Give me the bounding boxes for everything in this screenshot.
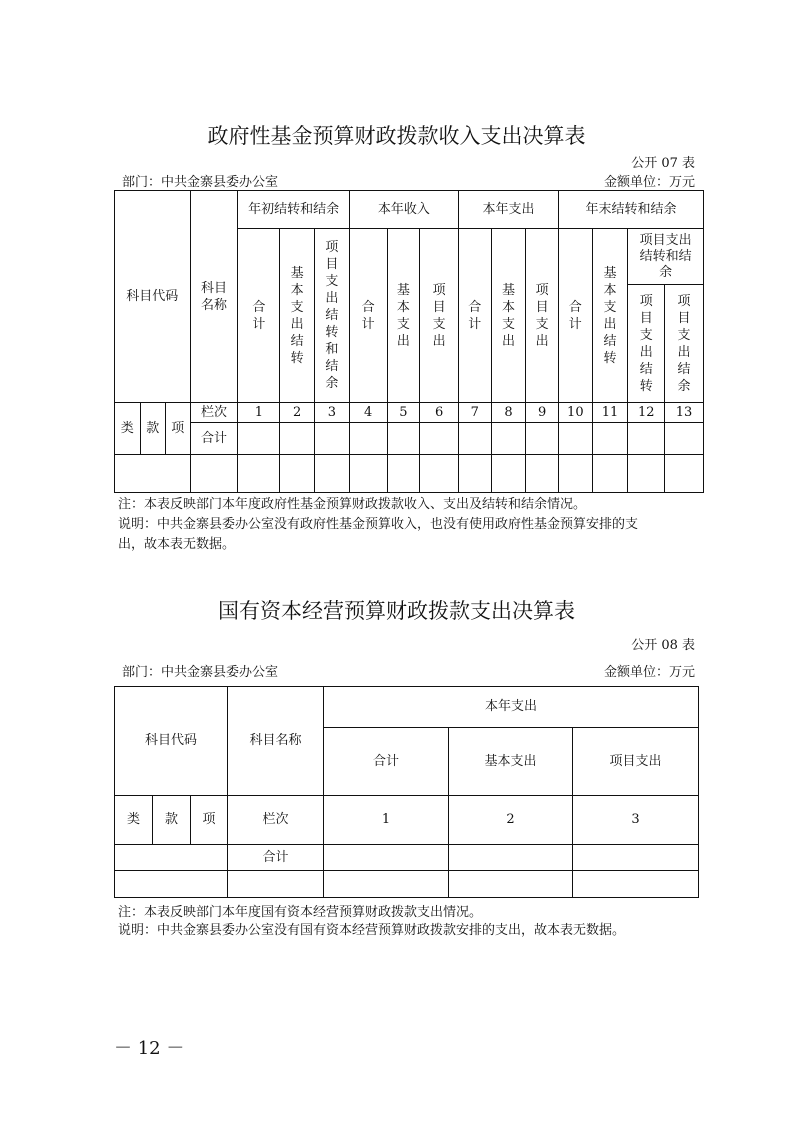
table-cell bbox=[115, 871, 228, 898]
t1-col-no: 10 bbox=[558, 403, 592, 423]
table-cell bbox=[592, 423, 628, 455]
table-cell bbox=[228, 871, 324, 898]
table-cell bbox=[665, 423, 704, 455]
t1-xiang: 项 bbox=[166, 403, 190, 455]
t1-end-basic: 基本支出结转 bbox=[592, 229, 628, 403]
table-cell bbox=[280, 455, 315, 493]
t2-col-no: 2 bbox=[449, 796, 573, 845]
t2-kuan: 款 bbox=[153, 796, 191, 845]
table-cell bbox=[349, 455, 387, 493]
t2-col-no: 1 bbox=[324, 796, 449, 845]
t1-col-no: 3 bbox=[315, 403, 350, 423]
table-cell bbox=[665, 455, 704, 493]
table-cell bbox=[458, 423, 491, 455]
t1-end-project-carry: 项目支出结转 bbox=[628, 285, 665, 403]
t1-begin-project: 项目支出结转和结余 bbox=[315, 229, 350, 403]
t1-col-no: 6 bbox=[420, 403, 459, 423]
table-cell bbox=[238, 455, 280, 493]
t2-basic-header: 基本支出 bbox=[449, 728, 573, 796]
t2-sum-label: 合计 bbox=[228, 845, 324, 871]
t1-expense-project: 项目支出 bbox=[526, 229, 559, 403]
t1-expense-header: 本年支出 bbox=[458, 191, 558, 229]
table1-note: 注：本表反映部门本年度政府性基金预算财政拨款收入、支出及结转和结余情况。 bbox=[118, 497, 587, 512]
table-cell bbox=[115, 845, 228, 871]
t1-end-project-header: 项目支出结转和结余 bbox=[628, 229, 704, 285]
t1-col-no: 12 bbox=[628, 403, 665, 423]
t1-end-balance-header: 年末结转和结余 bbox=[558, 191, 703, 229]
t2-col-no: 3 bbox=[573, 796, 699, 845]
table-cell bbox=[324, 871, 449, 898]
table2-dept: 部门：中共金寨县委办公室 bbox=[122, 665, 279, 680]
t1-lei: 类 bbox=[115, 403, 141, 455]
t1-col-no: 9 bbox=[526, 403, 559, 423]
table-cell bbox=[315, 423, 350, 455]
t1-income-project: 项目支出 bbox=[420, 229, 459, 403]
t1-subject-code-header: 科目代码 bbox=[115, 191, 191, 403]
table-cell bbox=[420, 423, 459, 455]
table2-unit: 金额单位：万元 bbox=[603, 665, 695, 680]
page-number: － 12 － bbox=[114, 1038, 185, 1059]
t1-col-no: 2 bbox=[280, 403, 315, 423]
table-cell bbox=[324, 845, 449, 871]
t1-expense-basic: 基本支出 bbox=[491, 229, 526, 403]
t2-project-header: 项目支出 bbox=[573, 728, 699, 796]
table-cell bbox=[558, 455, 592, 493]
table-cell bbox=[558, 423, 592, 455]
t1-col-no: 8 bbox=[491, 403, 526, 423]
table1-explanation: 说明：中共金寨县委办公室没有政府性基金预算收入，也没有使用政府性基金预算安排的支 bbox=[118, 517, 639, 532]
table2 bbox=[114, 686, 699, 898]
table-cell bbox=[526, 455, 559, 493]
t1-expense-total: 合计 bbox=[458, 229, 491, 403]
t1-income-total: 合计 bbox=[349, 229, 387, 403]
t1-col-no: 13 bbox=[665, 403, 704, 423]
t2-expense-header: 本年支出 bbox=[324, 687, 699, 728]
table-cell bbox=[449, 871, 573, 898]
table-cell bbox=[115, 455, 191, 493]
t1-income-header: 本年收入 bbox=[349, 191, 458, 229]
table-cell bbox=[280, 423, 315, 455]
t2-total-header: 合计 bbox=[324, 728, 449, 796]
t1-col-no: 5 bbox=[387, 403, 420, 423]
table-cell bbox=[190, 455, 238, 493]
table2-form-no: 公开 08 表 bbox=[631, 638, 695, 653]
table1-form-no: 公开 07 表 bbox=[631, 156, 695, 171]
table1 bbox=[114, 190, 704, 493]
t2-xiang: 项 bbox=[191, 796, 228, 845]
t1-end-project-surplus: 项目支出结余 bbox=[665, 285, 704, 403]
table1-dept: 部门：中共金寨县委办公室 bbox=[122, 175, 279, 190]
table-cell bbox=[526, 423, 559, 455]
table-cell bbox=[238, 423, 280, 455]
t1-sum-label: 合计 bbox=[190, 423, 238, 455]
t1-col-no: 11 bbox=[592, 403, 628, 423]
table-cell bbox=[491, 423, 526, 455]
table-cell bbox=[420, 455, 459, 493]
table1-unit: 金额单位：万元 bbox=[603, 175, 695, 190]
t2-row-no: 栏次 bbox=[228, 796, 324, 845]
table-cell bbox=[315, 455, 350, 493]
table2-explanation: 说明：中共金寨县委办公室没有国有资本经营预算财政拨款安排的支出，故本表无数据。 bbox=[118, 923, 626, 938]
table-cell bbox=[449, 845, 573, 871]
t2-subject-name-header: 科目名称 bbox=[228, 687, 324, 796]
t1-begin-total: 合计 bbox=[238, 229, 280, 403]
t1-col-no: 1 bbox=[238, 403, 280, 423]
table-cell bbox=[387, 455, 420, 493]
t1-begin-basic: 基本支出结转 bbox=[280, 229, 315, 403]
t1-begin-balance-header: 年初结转和结余 bbox=[238, 191, 349, 229]
t1-end-total: 合计 bbox=[558, 229, 592, 403]
t2-subject-code-header: 科目代码 bbox=[115, 687, 228, 796]
t2-lei: 类 bbox=[115, 796, 153, 845]
table-cell bbox=[458, 455, 491, 493]
table-cell bbox=[387, 423, 420, 455]
t1-kuan: 款 bbox=[140, 403, 166, 455]
table-cell bbox=[349, 423, 387, 455]
table2-note: 注：本表反映部门本年度国有资本经营预算财政拨款支出情况。 bbox=[118, 905, 483, 920]
t1-col-no: 4 bbox=[349, 403, 387, 423]
table-cell bbox=[592, 455, 628, 493]
table-cell bbox=[491, 455, 526, 493]
t1-col-no: 7 bbox=[458, 403, 491, 423]
table-cell bbox=[628, 423, 665, 455]
table-cell bbox=[573, 845, 699, 871]
table-cell bbox=[573, 871, 699, 898]
t1-subject-name-header: 科目名称 bbox=[190, 191, 238, 403]
t1-row-no: 栏次 bbox=[190, 403, 238, 423]
t1-income-basic: 基本支出 bbox=[387, 229, 420, 403]
table1-title: 政府性基金预算财政拨款收入支出决算表 bbox=[207, 124, 586, 148]
table-cell bbox=[628, 455, 665, 493]
table1-explanation-cont: 出，故本表无数据。 bbox=[118, 537, 236, 552]
table2-title: 国有资本经营预算财政拨款支出决算表 bbox=[218, 599, 575, 623]
